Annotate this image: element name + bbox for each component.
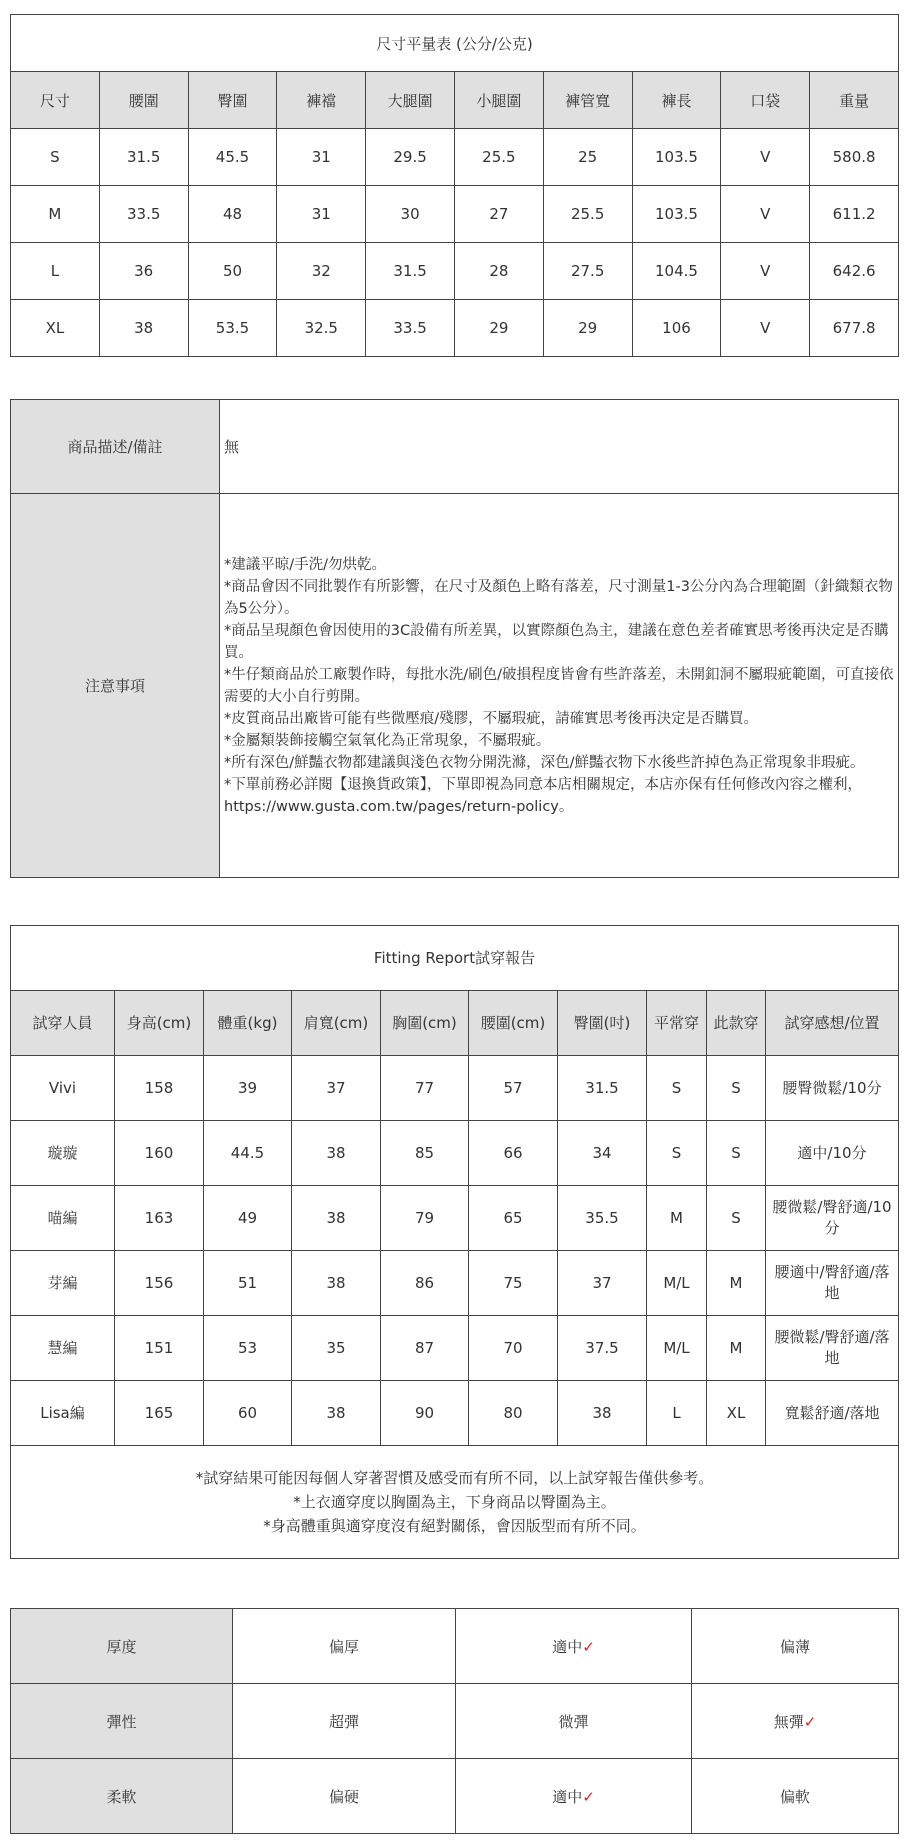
table-cell: S bbox=[647, 1056, 707, 1121]
table-cell: 151 bbox=[115, 1316, 204, 1381]
header-cell: 臀圍(吋) bbox=[558, 991, 647, 1056]
table-cell: M bbox=[647, 1186, 707, 1251]
header-cell: 臀圍 bbox=[188, 72, 277, 129]
table-cell: 腰臀微鬆/10分 bbox=[766, 1056, 899, 1121]
check-icon: ✓ bbox=[582, 1637, 595, 1656]
table-cell: 50 bbox=[188, 243, 277, 300]
table-cell: 611.2 bbox=[810, 186, 899, 243]
attribute-option: 偏厚 bbox=[233, 1609, 456, 1684]
table-cell: 79 bbox=[381, 1186, 469, 1251]
note-item: *商品會因不同批製作有所影響，在尺寸及顏色上略有落差，尺寸測量1-3公分內為合理範圍（針織類衣物為5公分）。 bbox=[224, 578, 893, 617]
note-item: *下單前務必詳閱【退換貨政策】，下單即視為同意本店相關規定，本店亦保有任何修改內容之權利，https://www.gusta.com.tw/pages/return-policy。 bbox=[224, 776, 862, 815]
note-item: *皮質商品出廠皆可能有些微壓痕/殘膠，不屬瑕疵，請確實思考後再決定是否購買。 bbox=[224, 710, 759, 727]
header-cell: 此款穿 bbox=[707, 991, 766, 1056]
table-cell: 31.5 bbox=[366, 243, 455, 300]
table-cell: 53.5 bbox=[188, 300, 277, 357]
attribute-label: 柔軟 bbox=[11, 1759, 233, 1834]
table-cell: V bbox=[721, 300, 810, 357]
table-cell: 86 bbox=[381, 1251, 469, 1316]
table-cell: XL bbox=[707, 1381, 766, 1446]
note-item: *金屬類裝飾接觸空氣氧化為正常現象，不屬瑕疵。 bbox=[224, 732, 551, 749]
table-cell: 156 bbox=[115, 1251, 204, 1316]
header-cell: 身高(cm) bbox=[115, 991, 204, 1056]
table-cell: 158 bbox=[115, 1056, 204, 1121]
table-cell: 29.5 bbox=[366, 129, 455, 186]
attribute-row bbox=[11, 1759, 899, 1834]
table-cell: 163 bbox=[115, 1186, 204, 1251]
table-cell: 38 bbox=[99, 300, 188, 357]
table-cell: 38 bbox=[292, 1381, 381, 1446]
note-item: *所有深色/鮮豔衣物都建議與淺色衣物分開洗滌，深色/鮮豔衣物下水後些許掉色為正常現象非瑕疵。 bbox=[224, 754, 865, 771]
table-cell: S bbox=[707, 1186, 766, 1251]
attribute-label: 彈性 bbox=[11, 1684, 233, 1759]
table-cell: 70 bbox=[469, 1316, 558, 1381]
table-cell: 77 bbox=[381, 1056, 469, 1121]
table-cell: 38 bbox=[292, 1251, 381, 1316]
check-icon: ✓ bbox=[582, 1787, 595, 1806]
table-cell: 677.8 bbox=[810, 300, 899, 357]
table-cell: L bbox=[11, 243, 100, 300]
table-cell: 66 bbox=[469, 1121, 558, 1186]
table-cell: S bbox=[707, 1121, 766, 1186]
table-row bbox=[11, 1121, 899, 1186]
table-cell: 103.5 bbox=[632, 129, 721, 186]
header-cell: 肩寬(cm) bbox=[292, 991, 381, 1056]
header-cell: 腰圍(cm) bbox=[469, 991, 558, 1056]
table-cell: 44.5 bbox=[204, 1121, 292, 1186]
table-cell: 腰微鬆/臀舒適/落地 bbox=[766, 1316, 899, 1381]
note-item: *建議平晾/手洗/勿烘乾。 bbox=[224, 556, 387, 573]
table-cell: 49 bbox=[204, 1186, 292, 1251]
table-cell: 37 bbox=[292, 1056, 381, 1121]
table-cell: 31.5 bbox=[558, 1056, 647, 1121]
table-cell: 38 bbox=[292, 1121, 381, 1186]
header-cell: 胸圍(cm) bbox=[381, 991, 469, 1056]
table-cell: 28 bbox=[454, 243, 543, 300]
table-cell: V bbox=[721, 129, 810, 186]
header-cell: 試穿人員 bbox=[11, 991, 115, 1056]
footnote: *試穿結果可能因每個人穿著習慣及感受而有所不同，以上試穿報告僅供參考。 bbox=[195, 1469, 714, 1487]
table-cell: 65 bbox=[469, 1186, 558, 1251]
attribute-option: 微彈 bbox=[456, 1684, 692, 1759]
attribute-row bbox=[11, 1609, 899, 1684]
table-cell: 璇璇 bbox=[11, 1121, 115, 1186]
table-cell: 60 bbox=[204, 1381, 292, 1446]
attribute-option: 無彈✓ bbox=[692, 1684, 899, 1759]
header-cell: 腰圍 bbox=[99, 72, 188, 129]
header-cell: 體重(kg) bbox=[204, 991, 292, 1056]
table-row bbox=[11, 300, 899, 357]
table-cell: 85 bbox=[381, 1121, 469, 1186]
table-row bbox=[11, 129, 899, 186]
attribute-option: 偏硬 bbox=[233, 1759, 456, 1834]
attribute-row bbox=[11, 1684, 899, 1759]
table-row bbox=[11, 1186, 899, 1251]
table-cell: S bbox=[707, 1056, 766, 1121]
footnote: *上衣適穿度以胸圍為主，下身商品以臀圍為主。 bbox=[293, 1493, 616, 1511]
table-cell: 32 bbox=[277, 243, 366, 300]
table-cell: XL bbox=[11, 300, 100, 357]
table-cell: V bbox=[721, 243, 810, 300]
table-row bbox=[11, 186, 899, 243]
header-cell: 褲襠 bbox=[277, 72, 366, 129]
table-cell: 腰微鬆/臀舒適/10分 bbox=[766, 1186, 899, 1251]
attribute-option: 超彈 bbox=[233, 1684, 456, 1759]
note-item: *商品呈現顏色會因使用的3C設備有所差異，以實際顏色為主，建議在意色差者確實思考後再決定是否購買。 bbox=[224, 622, 889, 661]
header-cell: 尺寸 bbox=[11, 72, 100, 129]
table-cell: 34 bbox=[558, 1121, 647, 1186]
table-cell: S bbox=[11, 129, 100, 186]
table-cell: V bbox=[721, 186, 810, 243]
table-row bbox=[11, 1381, 899, 1446]
table-cell: 27 bbox=[454, 186, 543, 243]
table-cell: 90 bbox=[381, 1381, 469, 1446]
table-cell: 51 bbox=[204, 1251, 292, 1316]
header-cell: 平常穿 bbox=[647, 991, 707, 1056]
table-cell: 25.5 bbox=[543, 186, 632, 243]
notes-label: 注意事項 bbox=[11, 494, 220, 878]
table-cell: M/L bbox=[647, 1251, 707, 1316]
table-cell: 腰適中/臀舒適/落地 bbox=[766, 1251, 899, 1316]
product-info-table bbox=[10, 399, 899, 878]
table-cell: 喵編 bbox=[11, 1186, 115, 1251]
table-cell: 33.5 bbox=[366, 300, 455, 357]
table-cell: 27.5 bbox=[543, 243, 632, 300]
table-row bbox=[11, 1316, 899, 1381]
header-cell: 大腿圍 bbox=[366, 72, 455, 129]
table-cell: 106 bbox=[632, 300, 721, 357]
table-cell: M/L bbox=[647, 1316, 707, 1381]
table-cell: 39 bbox=[204, 1056, 292, 1121]
table-row bbox=[11, 1251, 899, 1316]
header-cell: 小腿圍 bbox=[454, 72, 543, 129]
size-table-title: 尺寸平量表 (公分/公克) bbox=[11, 15, 899, 72]
table-cell: 29 bbox=[543, 300, 632, 357]
table-cell: 寬鬆舒適/落地 bbox=[766, 1381, 899, 1446]
desc-value: 無 bbox=[220, 400, 899, 494]
table-cell: 37.5 bbox=[558, 1316, 647, 1381]
table-cell: 165 bbox=[115, 1381, 204, 1446]
table-cell: 53 bbox=[204, 1316, 292, 1381]
table-cell: 32.5 bbox=[277, 300, 366, 357]
table-cell: 31 bbox=[277, 186, 366, 243]
notes-list bbox=[220, 494, 899, 878]
table-cell: Lisa編 bbox=[11, 1381, 115, 1446]
table-cell: 38 bbox=[292, 1186, 381, 1251]
size-table bbox=[10, 14, 899, 357]
header-cell: 褲管寬 bbox=[543, 72, 632, 129]
header-cell: 重量 bbox=[810, 72, 899, 129]
table-cell: 642.6 bbox=[810, 243, 899, 300]
table-cell: 45.5 bbox=[188, 129, 277, 186]
table-cell: 31 bbox=[277, 129, 366, 186]
check-icon: ✓ bbox=[803, 1712, 817, 1731]
note-item: *牛仔類商品於工廠製作時，每批水洗/刷色/破損程度皆會有些許落差，未開釦洞不屬瑕疵範圍，可直接依需要的大小自行剪開。 bbox=[224, 666, 894, 705]
table-cell: 48 bbox=[188, 186, 277, 243]
desc-label: 商品描述/備註 bbox=[11, 400, 220, 494]
fitting-report-table bbox=[10, 925, 899, 1559]
table-cell: Vivi bbox=[11, 1056, 115, 1121]
fitting-title: Fitting Report試穿報告 bbox=[11, 926, 899, 991]
table-cell: 29 bbox=[454, 300, 543, 357]
attribute-option: 偏薄 bbox=[692, 1609, 899, 1684]
table-cell: S bbox=[647, 1121, 707, 1186]
header-cell: 試穿感想/位置 bbox=[766, 991, 899, 1056]
table-row bbox=[11, 243, 899, 300]
table-cell: M bbox=[11, 186, 100, 243]
table-cell: 適中/10分 bbox=[766, 1121, 899, 1186]
header-cell: 褲長 bbox=[632, 72, 721, 129]
table-cell: 慧編 bbox=[11, 1316, 115, 1381]
table-cell: 580.8 bbox=[810, 129, 899, 186]
attribute-option: 適中✓ bbox=[456, 1759, 692, 1834]
table-cell: 103.5 bbox=[632, 186, 721, 243]
table-cell: 38 bbox=[558, 1381, 647, 1446]
table-cell: 57 bbox=[469, 1056, 558, 1121]
table-cell: 35.5 bbox=[558, 1186, 647, 1251]
table-cell: 36 bbox=[99, 243, 188, 300]
table-cell: 33.5 bbox=[99, 186, 188, 243]
table-cell: 25.5 bbox=[454, 129, 543, 186]
table-cell: M bbox=[707, 1316, 766, 1381]
attribute-option: 偏軟 bbox=[692, 1759, 899, 1834]
table-cell: 芽編 bbox=[11, 1251, 115, 1316]
table-cell: 75 bbox=[469, 1251, 558, 1316]
table-cell: M bbox=[707, 1251, 766, 1316]
attribute-option: 適中✓ bbox=[456, 1609, 692, 1684]
table-cell: 160 bbox=[115, 1121, 204, 1186]
table-cell: 30 bbox=[366, 186, 455, 243]
fitting-footnotes bbox=[11, 1446, 899, 1559]
table-row bbox=[11, 1056, 899, 1121]
table-cell: 31.5 bbox=[99, 129, 188, 186]
table-cell: 25 bbox=[543, 129, 632, 186]
footnote: *身高體重與適穿度沒有絕對關係，會因版型而有所不同。 bbox=[263, 1517, 646, 1535]
attribute-label: 厚度 bbox=[11, 1609, 233, 1684]
header-cell: 口袋 bbox=[721, 72, 810, 129]
table-cell: 80 bbox=[469, 1381, 558, 1446]
table-cell: 104.5 bbox=[632, 243, 721, 300]
fabric-attributes-table bbox=[10, 1608, 899, 1834]
table-cell: 35 bbox=[292, 1316, 381, 1381]
table-cell: 87 bbox=[381, 1316, 469, 1381]
table-cell: L bbox=[647, 1381, 707, 1446]
table-cell: 37 bbox=[558, 1251, 647, 1316]
